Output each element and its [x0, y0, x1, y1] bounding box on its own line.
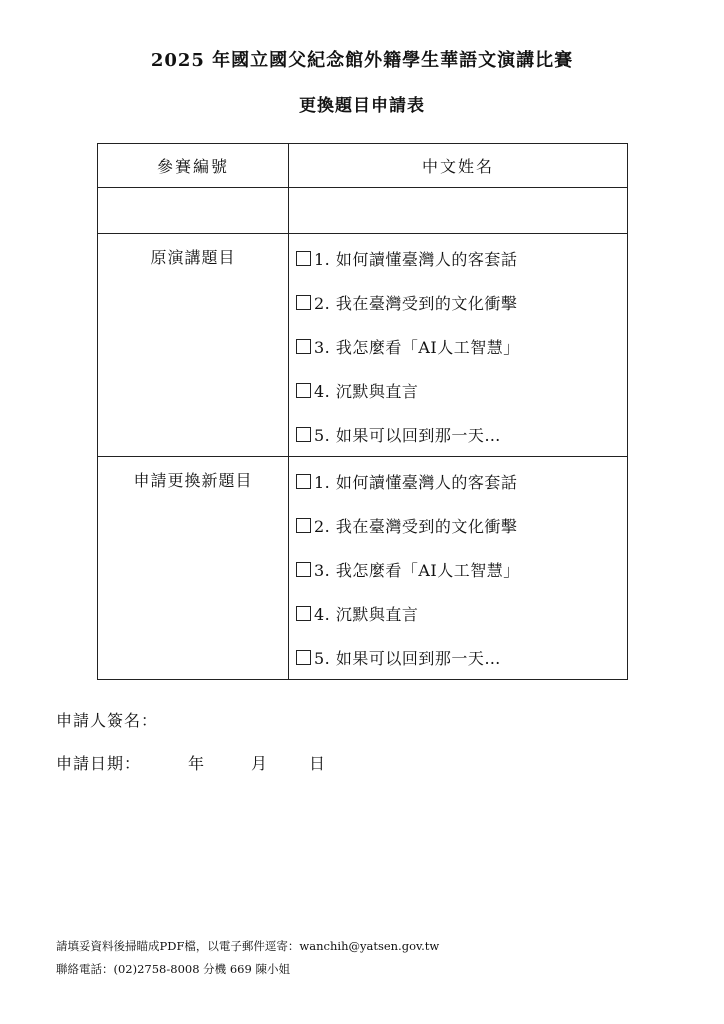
new-topic-option-3[interactable]: [289, 547, 627, 591]
checkbox[interactable]: [296, 427, 311, 442]
original-topic-option-5[interactable]: [289, 412, 627, 456]
original-topic-option-1[interactable]: [289, 236, 627, 280]
form-subtitle: 更換題目申請表: [299, 96, 425, 116]
option-label: 4. 沉默與直言: [314, 381, 419, 401]
original-topic-option-4[interactable]: [289, 368, 627, 412]
original-topic-option-3[interactable]: [289, 324, 627, 368]
footer-instructions: 請填妥資料後掃瞄成PDF檔，以電子郵件逕寄：wanchih@yatsen.gov.tw: [56, 939, 440, 953]
new-topic-option-2[interactable]: [289, 503, 627, 547]
option-label: 5. 如果可以回到那一天…: [314, 648, 501, 668]
option-label: 3. 我怎麼看「AI人工智慧」: [314, 337, 520, 357]
option-label: 2. 我在臺灣受到的文化衝擊: [314, 293, 518, 313]
table-input-row: [98, 188, 628, 234]
checkbox[interactable]: [296, 251, 311, 266]
checkbox[interactable]: [296, 295, 311, 310]
date-label: 申請日期：: [56, 754, 142, 773]
date-year-label: 年: [188, 754, 206, 773]
application-table: [97, 143, 628, 680]
date-day-label: 日: [309, 754, 327, 773]
original-topic-label: 原演講題目: [98, 234, 289, 457]
checkbox[interactable]: [296, 383, 311, 398]
new-topic-option-5[interactable]: [289, 635, 627, 679]
new-topic-row: [98, 457, 628, 680]
chinese-name-header: 中文姓名: [289, 144, 628, 188]
table-header-row: [98, 144, 628, 188]
option-label: 1. 如何讀懂臺灣人的客套話: [314, 249, 518, 269]
option-label: 3. 我怎麼看「AI人工智慧」: [314, 560, 520, 580]
checkbox[interactable]: [296, 606, 311, 621]
option-label: 2. 我在臺灣受到的文化衝擊: [314, 516, 518, 536]
contestant-number-header: 參賽編號: [98, 144, 289, 188]
form-title: 2025 年國立國父紀念館外籍學生華語文演講比賽: [150, 50, 574, 71]
footer-contact: 聯絡電話：(02)2758-8008 分機 669 陳小姐: [56, 962, 290, 976]
signature-label: 申請人簽名：: [56, 711, 159, 730]
original-topic-row: [98, 234, 628, 457]
option-label: 1. 如何讀懂臺灣人的客套話: [314, 472, 518, 492]
checkbox[interactable]: [296, 339, 311, 354]
original-topic-options: [289, 234, 628, 457]
date-month-label: 月: [251, 754, 269, 773]
option-label: 5. 如果可以回到那一天…: [314, 425, 501, 445]
chinese-name-field[interactable]: [289, 188, 628, 234]
checkbox[interactable]: [296, 474, 311, 489]
new-topic-option-1[interactable]: [289, 459, 627, 503]
option-label: 4. 沉默與直言: [314, 604, 419, 624]
original-topic-option-2[interactable]: [289, 280, 627, 324]
checkbox[interactable]: [296, 518, 311, 533]
new-topic-option-4[interactable]: [289, 591, 627, 635]
new-topic-label: 申請更換新題目: [98, 457, 289, 680]
checkbox[interactable]: [296, 650, 311, 665]
checkbox[interactable]: [296, 562, 311, 577]
new-topic-options: [289, 457, 628, 680]
contestant-number-field[interactable]: [98, 188, 289, 234]
